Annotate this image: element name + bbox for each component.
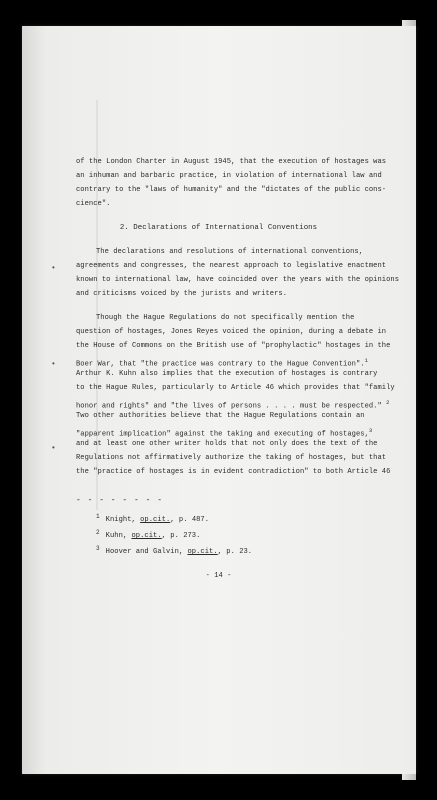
body-line: known to international law, have coincided over the years with the opinions bbox=[76, 276, 400, 284]
line-text: honor and rights" and "the lives of persons . . . . must be respected." bbox=[76, 402, 382, 411]
line-text: "apparent implication" against the taking and executing of hostages, bbox=[76, 430, 369, 439]
margin-mark: • bbox=[51, 444, 56, 453]
body-line: an inhuman and barbaric practice, in violation of international law and bbox=[76, 172, 382, 180]
footnote-number: 1 bbox=[96, 513, 100, 520]
body-line bbox=[76, 356, 368, 369]
body-line bbox=[76, 398, 389, 411]
footnote-number: 2 bbox=[96, 529, 100, 536]
footnote-author: Kuhn, bbox=[105, 532, 132, 540]
body-line: The declarations and resolutions of international conventions, bbox=[96, 248, 364, 256]
body-line: Though the Hague Regulations do not specifically mention the bbox=[96, 314, 355, 322]
footnote-marker: 2 bbox=[386, 399, 390, 406]
body-line: Two other authorities believe that the Hague Regulations contain an bbox=[76, 412, 365, 420]
footnote-divider: - - - - - - - - bbox=[76, 496, 164, 505]
footnote-ref: op.cit. bbox=[187, 548, 218, 556]
footnote-author: Hoover and Galvin, bbox=[105, 548, 188, 556]
body-line: Arthur K. Kuhn also implies that the execution of hostages is contrary bbox=[76, 370, 378, 378]
body-line: question of hostages, Jones Reyes voiced the opinion, during a debate in bbox=[76, 328, 387, 336]
body-line: agreements and congresses, the nearest approach to legislative enactment bbox=[76, 262, 387, 270]
footnote-rest: , p. 23. bbox=[217, 548, 253, 556]
footnote-ref: op.cit. bbox=[140, 516, 171, 524]
body-line: and criticisms voiced by the jurists and writers. bbox=[76, 290, 288, 298]
body-line: of the London Charter in August 1945, that the execution of hostages was bbox=[76, 158, 387, 166]
footnote-author: Knight, bbox=[105, 516, 141, 524]
margin-mark: • bbox=[51, 360, 56, 369]
footnote bbox=[96, 528, 200, 541]
margin-mark: • bbox=[51, 264, 56, 273]
footnote bbox=[96, 512, 209, 525]
line-text: Boer War, that "the practice was contrary to the Hague Convention". bbox=[76, 360, 365, 369]
footnote-ref: op.cit. bbox=[131, 532, 162, 540]
body-line: cience". bbox=[76, 200, 111, 208]
body-line: and at least one other writer holds that not only does the text of the bbox=[76, 440, 378, 448]
footnote-marker: 1 bbox=[364, 357, 368, 364]
body-line bbox=[76, 426, 372, 439]
footnote-number: 3 bbox=[96, 545, 100, 552]
body-line: to the Hague Rules, particularly to Article 46 which provides that "family bbox=[76, 384, 395, 392]
footnote-rest: , p. 273. bbox=[161, 532, 201, 540]
body-line: contrary to the "laws of humanity" and the "dictates of the public cons- bbox=[76, 186, 387, 194]
body-line: Regulations not affirmatively authorize the taking of hostages, but that bbox=[76, 454, 387, 462]
footnote-rest: , p. 487. bbox=[170, 516, 210, 524]
page-number: - 14 - bbox=[205, 572, 232, 580]
body-line: the "practice of hostages is in evident contradiction" to both Article 46 bbox=[76, 468, 391, 476]
body-line: the House of Commons on the British use of "prophylactic" hostages in the bbox=[76, 342, 391, 350]
footnote bbox=[96, 544, 252, 557]
section-heading: 2. Declarations of International Conventions bbox=[119, 224, 318, 232]
footnote-marker: 3 bbox=[368, 427, 373, 434]
